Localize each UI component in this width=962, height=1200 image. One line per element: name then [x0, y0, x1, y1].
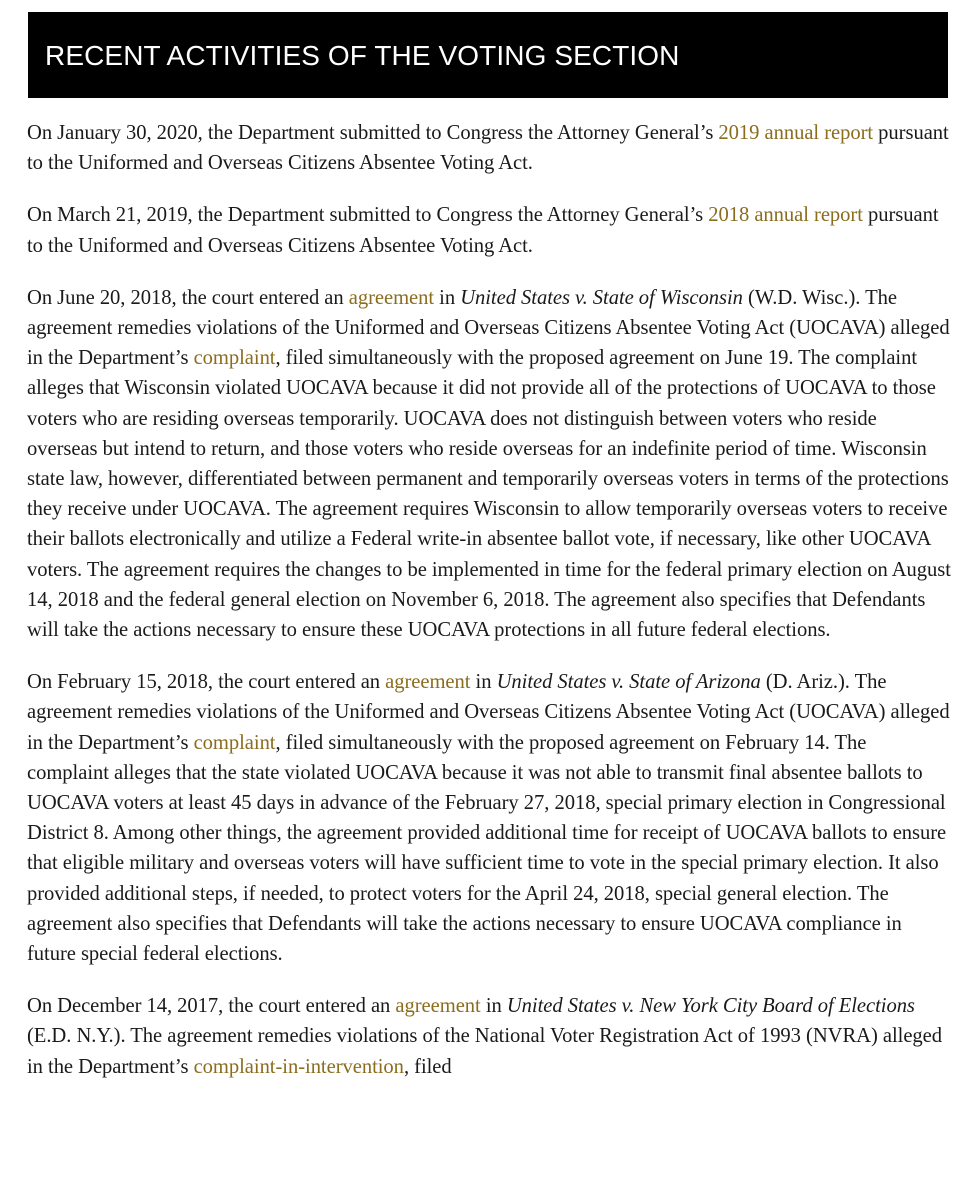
- paragraph-text: , filed: [403, 1055, 452, 1078]
- link-complaint-in-intervention[interactable]: complaint-in-intervention: [193, 1055, 404, 1078]
- paragraph-text: in: [434, 286, 461, 309]
- paragraph-wisconsin: [27, 283, 952, 645]
- case-name: United States v. New York City Board of Elections: [506, 995, 915, 1018]
- page-title: RECENT ACTIVITIES OF THE VOTING SECTION: [45, 40, 680, 71]
- paragraph-2019-annual-report: [27, 118, 952, 178]
- link-arizona-complaint[interactable]: complaint: [193, 731, 276, 754]
- activities-content: [27, 118, 952, 1104]
- paragraph-new-york: [27, 991, 952, 1082]
- paragraph-text: On February 15, 2018, the court entered an: [27, 671, 386, 694]
- paragraph-text: (W.D. Wisc.). The agreement remedies violations of the Uniformed and Overseas Citizens Absentee Voting Act (UOCAVA) alleged in the Department’s: [27, 286, 950, 370]
- link-new-york-agreement[interactable]: agreement: [395, 995, 481, 1018]
- paragraph-text: On December 14, 2017, the court entered an: [27, 995, 396, 1018]
- link-wisconsin-agreement[interactable]: agreement: [348, 286, 435, 309]
- link-2018-annual-report[interactable]: 2018 annual report: [708, 204, 863, 227]
- paragraph-2018-annual-report: [27, 200, 952, 260]
- link-arizona-agreement[interactable]: agreement: [385, 671, 471, 694]
- paragraph-text: (D. Ariz.). The agreement remedies violations of the Uniformed and Overseas Citizens Absentee Voting Act (UOCAVA) alleged in the Department’s: [27, 671, 950, 754]
- paragraph-text: On January 30, 2020, the Department submitted to Congress the Attorney General’s: [27, 122, 719, 144]
- link-2019-annual-report[interactable]: 2019 annual report: [718, 122, 874, 144]
- paragraph-text: in: [470, 671, 497, 694]
- case-name: United States v. State of Wisconsin: [460, 286, 743, 309]
- case-name: United States v. State of Arizona: [496, 671, 761, 694]
- section-header: [28, 12, 948, 98]
- link-wisconsin-complaint[interactable]: complaint: [193, 347, 276, 370]
- paragraph-arizona: [27, 667, 952, 969]
- paragraph-text: in: [480, 995, 507, 1018]
- paragraph-text: , filed simultaneously with the proposed agreement on June 19. The complaint alleges that Wisconsin violated UOCAVA because it did not provide all of the protections of UOCAVA to those voters who are residing overseas temporarily. UOCAVA does not distinguish between voters who reside overseas but intend to return, and those voters who reside overseas for an indefinite period of time. Wisconsin state law, however, differentiated between permanent and temporarily overseas voters in terms of the protections they receive under UOCAVA. The agreement requires Wisconsin to allow temporarily overseas voters to receive their ballots electronically and utilize a Federal write-in absentee ballot vote, if necessary, like other UOCAVA voters. The agreement requires the changes to be implemented in time for the federal primary election on August 14, 2018 and the federal general election on November 6, 2018. The agreement also specifies that Defendants will take the actions necessary to ensure these UOCAVA protections in all future federal elections.: [27, 347, 951, 642]
- paragraph-text: pursuant to the Uniformed and Overseas Citizens Absentee Voting Act.: [27, 122, 949, 175]
- paragraph-text: , filed simultaneously with the proposed agreement on February 14. The complaint alleges that the state violated UOCAVA because it was not able to transmit final absentee ballots to UOCAVA voters at least 45 days in advance of the February 27, 2018, special primary election in Congressional District 8. Among other things, the agreement provided additional time for receipt of UOCAVA ballots to ensure that eligible military and overseas voters will have sufficient time to vote in the special primary election. It also provided additional steps, if needed, to protect voters for the April 24, 2018, special general election. The agreement also specifies that Defendants will take the actions necessary to ensure UOCAVA compliance in future special federal elections.: [27, 731, 947, 966]
- paragraph-text: pursuant to the Uniformed and Overseas Citizens Absentee Voting Act.: [27, 204, 939, 257]
- paragraph-text: (E.D. N.Y.). The agreement remedies violations of the National Voter Registration Act of 1993 (NVRA) alleged in the Department’s: [27, 1025, 943, 1078]
- paragraph-text: On June 20, 2018, the court entered an: [27, 286, 349, 309]
- paragraph-text: On March 21, 2019, the Department submitted to Congress the Attorney General’s: [27, 204, 709, 227]
